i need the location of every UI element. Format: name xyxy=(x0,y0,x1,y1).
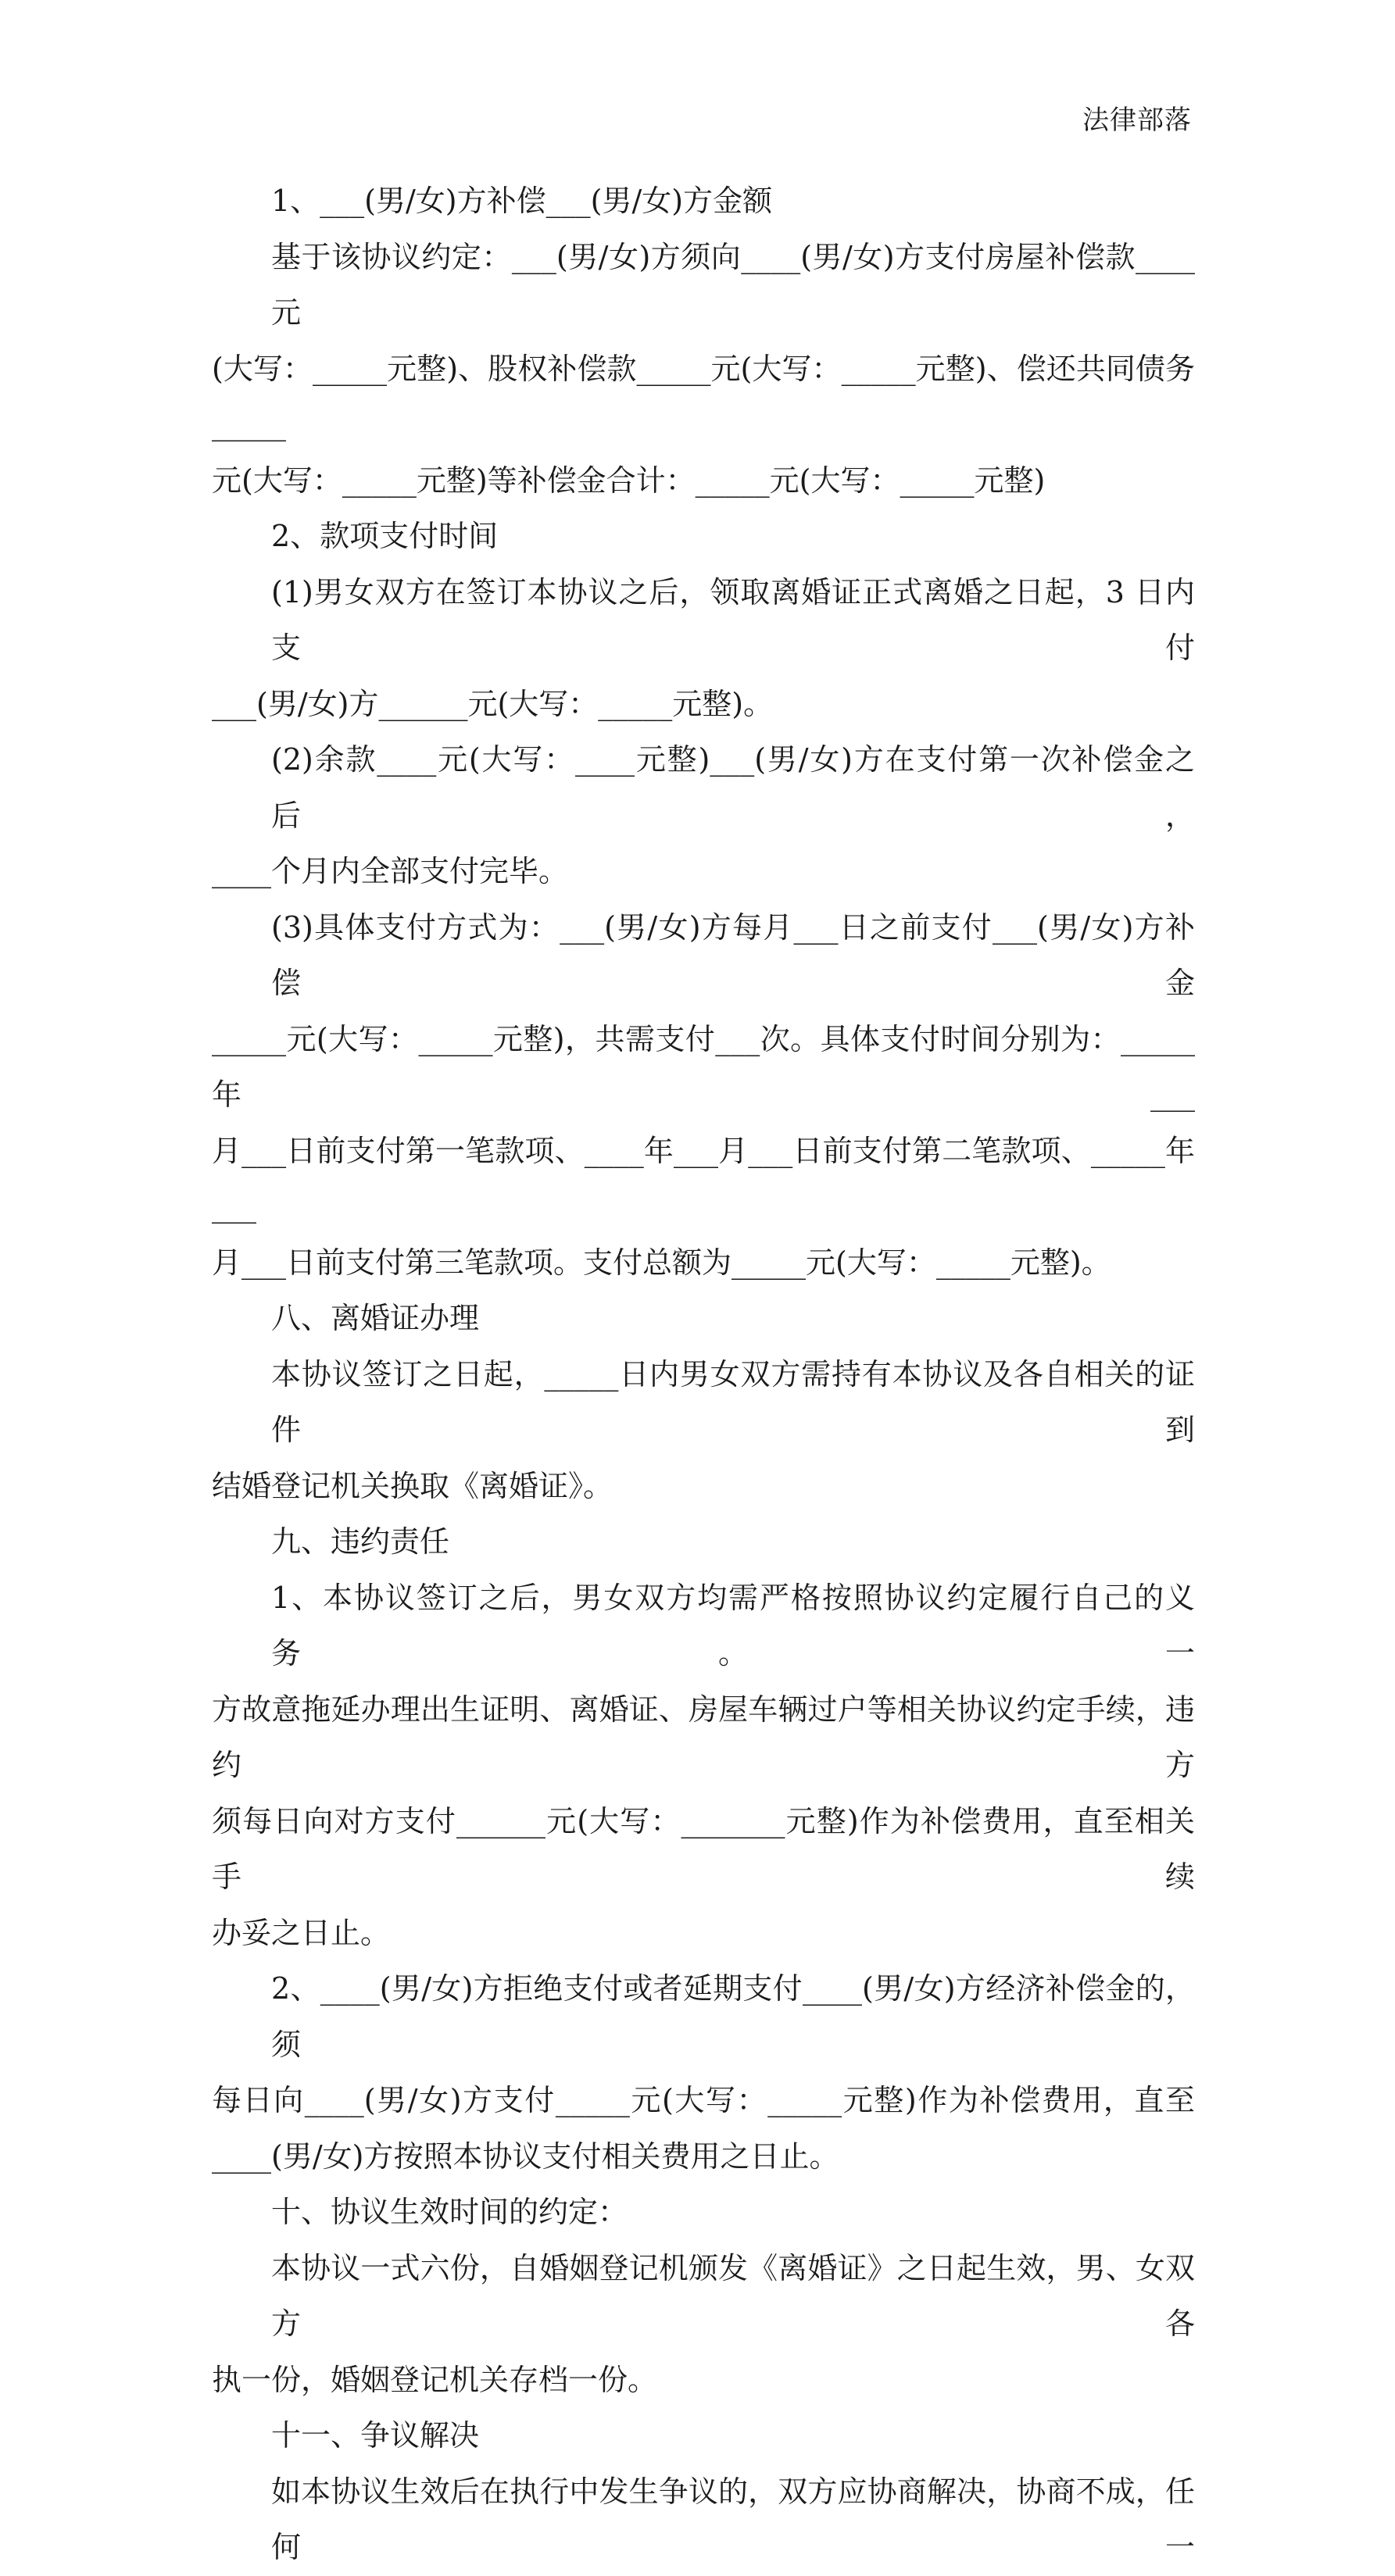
text-line: 2、款项支付时间 xyxy=(271,519,499,553)
text-line: 1、本协议签订之后，男女双方均需严格按照协议约定履行自己的义务。一 xyxy=(271,1580,1195,1670)
text-line: 须每日向对方支付______元(大写：_______元整)作为补偿费用，直至相关手续 xyxy=(212,1803,1195,1894)
text-line: 月___日前支付第三笔款项。支付总额为_____元(大写：_____元整)。 xyxy=(212,1245,1111,1280)
text-line: 月___日前支付第一笔款项、____年___月___日前支付第二笔款项、_____年___ xyxy=(212,1133,1195,1224)
text-line: 方故意拖延办理出生证明、离婚证、房屋车辆过户等相关协议约定手续，违约方 xyxy=(212,1692,1195,1782)
text-line: 八、离婚证办理 xyxy=(271,1301,480,1335)
text-line: 每日向____(男/女)方支付_____元(大写：_____元整)作为补偿费用，直至 xyxy=(212,2083,1195,2117)
text-line: 本协议一式六份，自婚姻登记机颁发《离婚证》之日起生效，男、女双方各 xyxy=(271,2250,1195,2341)
text-line: (3)具体支付方式为：___(男/女)方每月___日之前支付___(男/女)方补偿金 xyxy=(271,909,1195,1000)
text-line: 九、违约责任 xyxy=(271,1524,450,1559)
document-body xyxy=(212,173,1195,2576)
text-line: 结婚登记机关换取《离婚证》。 xyxy=(212,1468,613,1503)
text-line: ____(男/女)方按照本协议支付相关费用之日止。 xyxy=(212,2138,839,2174)
text-line: 1、___(男/女)方补偿___(男/女)方金额 xyxy=(271,184,773,218)
text-line: (2)余款____元(大写：____元整)___(男/女)方在支付第一次补偿金之后， xyxy=(271,742,1195,833)
text-line: ___(男/女)方______元(大写：_____元整)。 xyxy=(212,686,774,721)
text-line: (1)男女双方在签订本协议之后，领取离婚证正式离婚之日起，3 日内支付 xyxy=(271,574,1195,665)
text-line: 基于该协议约定：___(男/女)方须向____(男/女)方支付房屋补偿款____元 xyxy=(271,239,1195,330)
text-line: ____个月内全部支付完毕。 xyxy=(212,854,569,888)
text-line: 本协议签订之日起，_____日内男女双方需持有本协议及各自相关的证件到 xyxy=(271,1356,1195,1447)
text-line: 元(大写：_____元整)等补偿金合计：_____元(大写：_____元整) xyxy=(212,463,1046,498)
text-line: 十、协议生效时间的约定： xyxy=(271,2195,628,2229)
text-line: _____元(大写：_____元整)，共需支付___次。具体支付时间分别为：_____年___ xyxy=(212,1021,1195,1112)
text-line: 如本协议生效后在执行中发生争议的，双方应协商解决，协商不成，任何一 xyxy=(271,2474,1195,2564)
header-brand: 法律部落 xyxy=(1082,105,1192,136)
text-line: 办妥之日止。 xyxy=(212,1915,391,1950)
text-line: 十一、争议解决 xyxy=(271,2418,480,2453)
text-line: 2、____(男/女)方拒绝支付或者延期支付____(男/女)方经济补偿金的，须 xyxy=(271,1971,1195,2062)
text-line: 执一份，婚姻登记机关存档一份。 xyxy=(212,2362,658,2397)
text-line: (大写：_____元整)、股权补偿款_____元(大写：_____元整)、偿还共同债务_____ xyxy=(212,351,1195,441)
